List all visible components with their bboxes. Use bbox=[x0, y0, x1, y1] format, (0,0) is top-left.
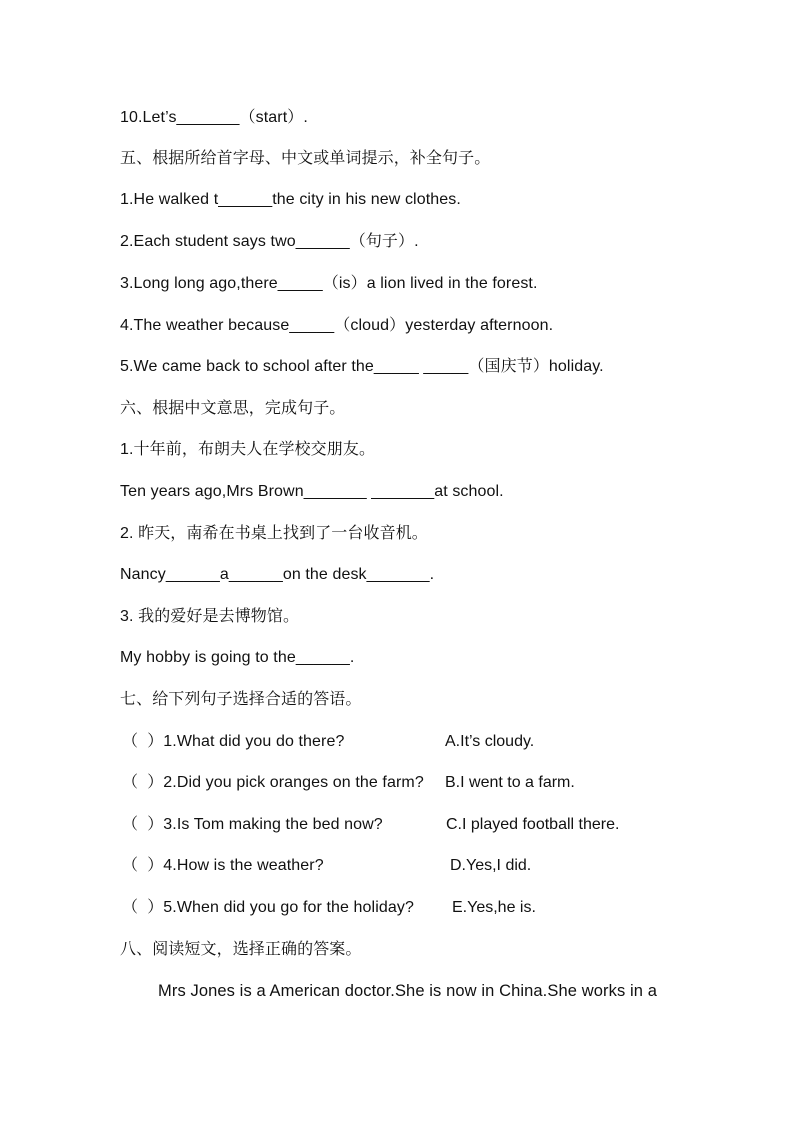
question-10-start: 10.Let’s_______（start）. bbox=[120, 109, 308, 126]
section-7-question-5: （ ）5.When did you go for the holiday? bbox=[122, 899, 414, 916]
section-6-heading: 六、根据中文意思，完成句子。 bbox=[120, 400, 346, 417]
section-7-answer-b: B.I went to a farm. bbox=[445, 774, 575, 791]
section-6-item-3-english: My hobby is going to the______. bbox=[120, 649, 355, 666]
section-7-question-3: （ ）3.Is Tom making the bed now? bbox=[122, 816, 383, 833]
section-7-question-2: （ ）2.Did you pick oranges on the farm? bbox=[122, 774, 424, 791]
section-8-heading: 八、阅读短文，选择正确的答案。 bbox=[120, 941, 362, 958]
section-5-item-1: 1.He walked t______the city in his new clothes. bbox=[120, 191, 461, 208]
section-7-question-1: （ ）1.What did you do there? bbox=[122, 733, 345, 750]
section-5-item-5: 5.We came back to school after the_____ _____（国庆节）holiday. bbox=[120, 358, 604, 375]
section-6-item-1-english: Ten years ago,Mrs Brown_______ _______at school. bbox=[120, 483, 504, 500]
section-6-item-3-chinese: 3. 我的爱好是去博物馆。 bbox=[120, 608, 300, 625]
section-5-item-2: 2.Each student says two______（句子）. bbox=[120, 233, 419, 250]
section-6-item-2-chinese: 2. 昨天，南希在书桌上找到了一台收音机。 bbox=[120, 525, 428, 542]
section-6-item-1-chinese: 1.十年前，布朗夫人在学校交朋友。 bbox=[120, 441, 376, 458]
section-7-answer-e: E.Yes,he is. bbox=[452, 899, 536, 916]
section-7-answer-d: D.Yes,I did. bbox=[450, 857, 532, 874]
section-7-heading: 七、给下列句子选择合适的答语。 bbox=[120, 691, 362, 708]
reading-passage-first-line: Mrs Jones is a American doctor.She is now in China.She works in a bbox=[158, 982, 657, 1000]
section-5-item-3: 3.Long long ago,there_____（is）a lion lived in the forest. bbox=[120, 275, 538, 292]
section-5-item-4: 4.The weather because_____（cloud）yesterday afternoon. bbox=[120, 317, 554, 334]
section-7-answer-a: A.It’s cloudy. bbox=[445, 733, 535, 750]
section-6-item-2-english: Nancy______a______on the desk_______. bbox=[120, 566, 435, 583]
section-7-question-4: （ ）4.How is the weather? bbox=[122, 857, 324, 874]
section-7-answer-c: C.I played football there. bbox=[446, 816, 620, 833]
section-5-heading: 五、根据所给首字母、中文或单词提示，补全句子。 bbox=[120, 150, 491, 167]
